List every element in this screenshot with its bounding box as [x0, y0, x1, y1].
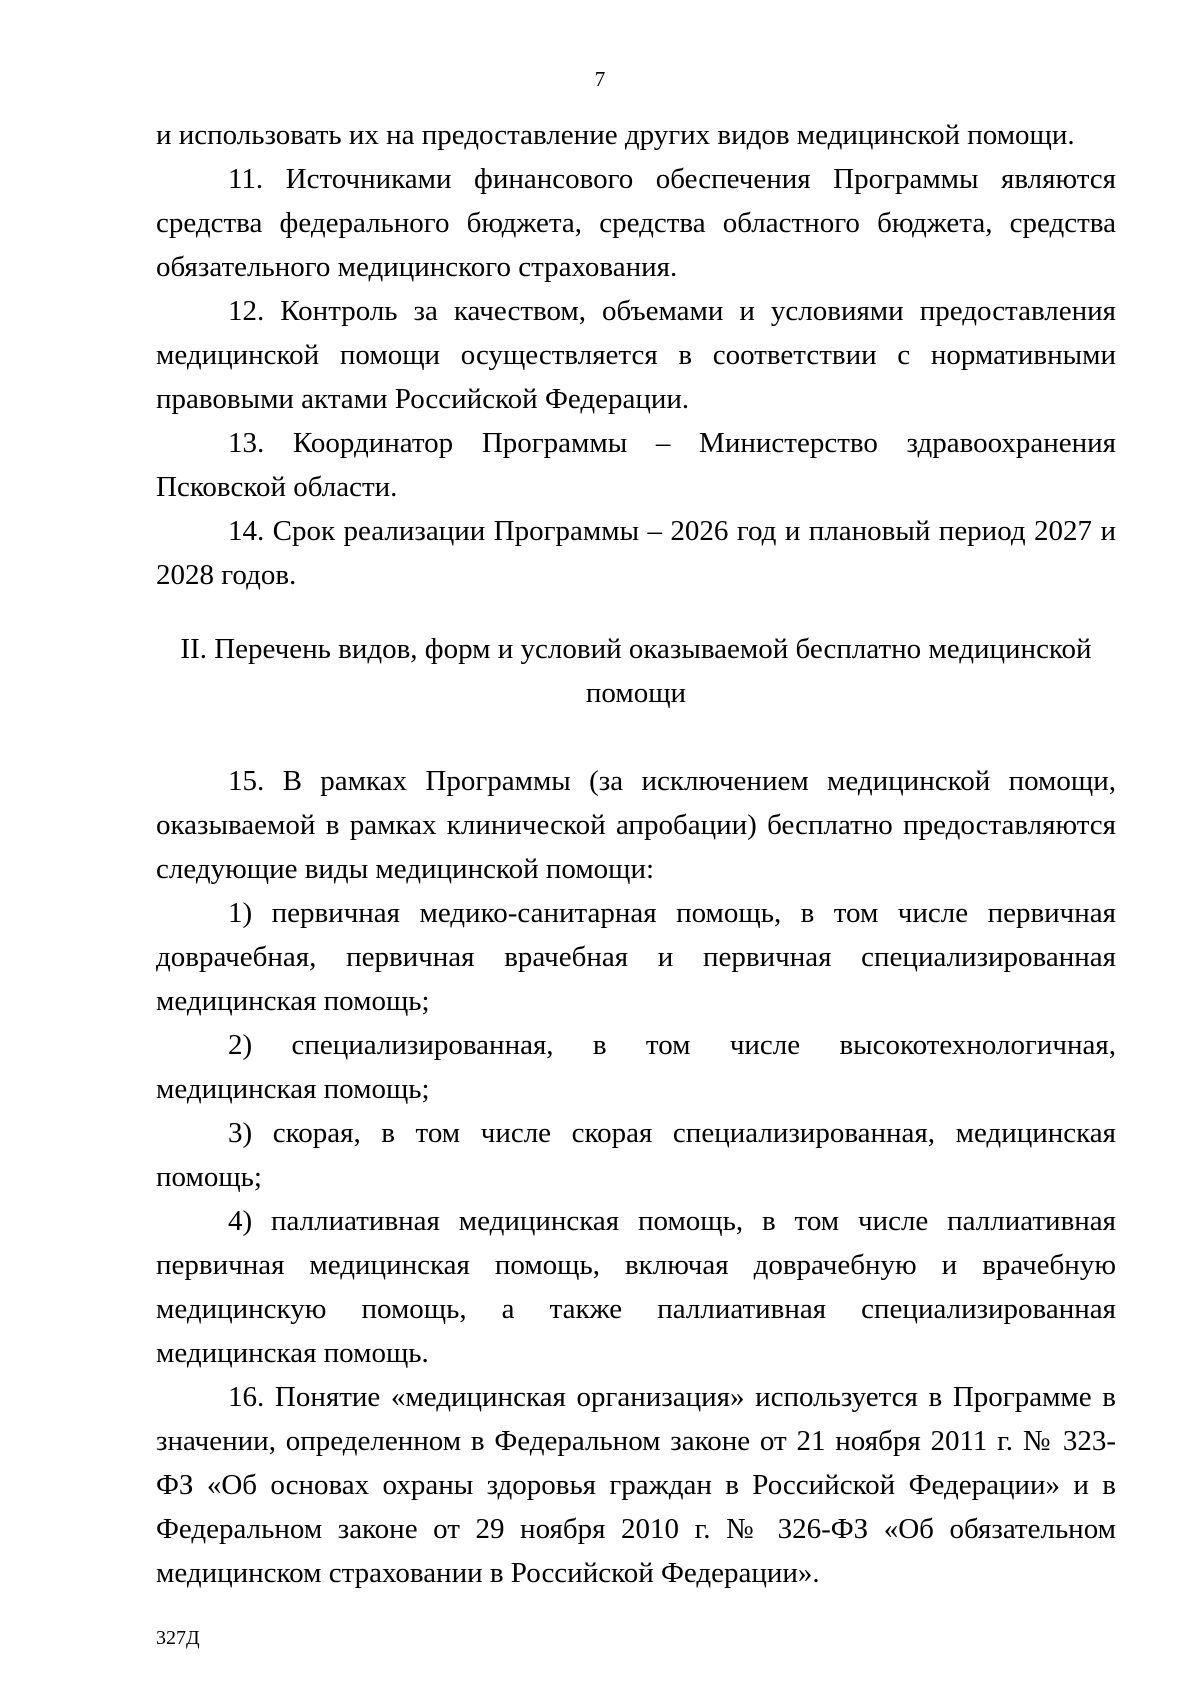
paragraph-14: 14. Срок реализации Программы – 2026 год и плановый период 2027 и 2028 годов. — [156, 515, 1116, 591]
paragraph-13: 13. Координатор Программы – Министерство здравоохранения Псковской области. — [156, 427, 1116, 503]
document-code: 327Д — [156, 1627, 200, 1649]
section-title: II. Перечень видов, форм и условий оказываемой бесплатно медицинской помощи — [180, 633, 1092, 709]
list-item-2: 2) специализированная, в том числе высокотехнологичная, медицинская помощь; — [156, 1029, 1116, 1105]
paragraph-continuation: и использовать их на предоставление других видов медицинской помощи. — [156, 119, 1075, 151]
paragraph-11: 11. Источниками финансового обеспечения Программы являются средства федерального бюджета, средства областного бюджета, средства обязательного медицинского страхования. — [156, 163, 1116, 283]
list-item-1: 1) первичная медико-санитарная помощь, в том числе первичная доврачебная, первичная врачебная и первичная специализированная медицинская помощь; — [156, 897, 1116, 1017]
paragraph-15: 15. В рамках Программы (за исключением медицинской помощи, оказываемой в рамках клинической апробации) бесплатно предоставляются следующие виды медицинской помощи: — [156, 765, 1116, 885]
paragraph-12: 12. Контроль за качеством, объемами и условиями предоставления медицинской помощи осуществляется в соответствии с нормативными правовыми актами Российской Федерации. — [156, 295, 1116, 415]
list-item-3: 3) скорая, в том числе скорая специализированная, медицинская помощь; — [156, 1117, 1116, 1193]
list-item-4: 4) паллиативная медицинская помощь, в том числе паллиативная первичная медицинская помощь, включая доврачебную и врачебную медицинскую помощь, а также паллиативная специализированная медицинская помощь. — [156, 1205, 1116, 1369]
page-number: 7 — [594, 67, 606, 91]
paragraph-16: 16. Понятие «медицинская организация» используется в Программе в значении, определенном в Федеральном законе от 21 ноября 2011 г. № 323-ФЗ «Об основах охраны здоровья граждан в Российской Федерации» и в Федеральном законе от 29 ноября 2010 г. № 326-ФЗ «Об обязательном медицинском страховании в Российской Федерации». — [156, 1381, 1116, 1589]
document-body — [156, 113, 1116, 1595]
